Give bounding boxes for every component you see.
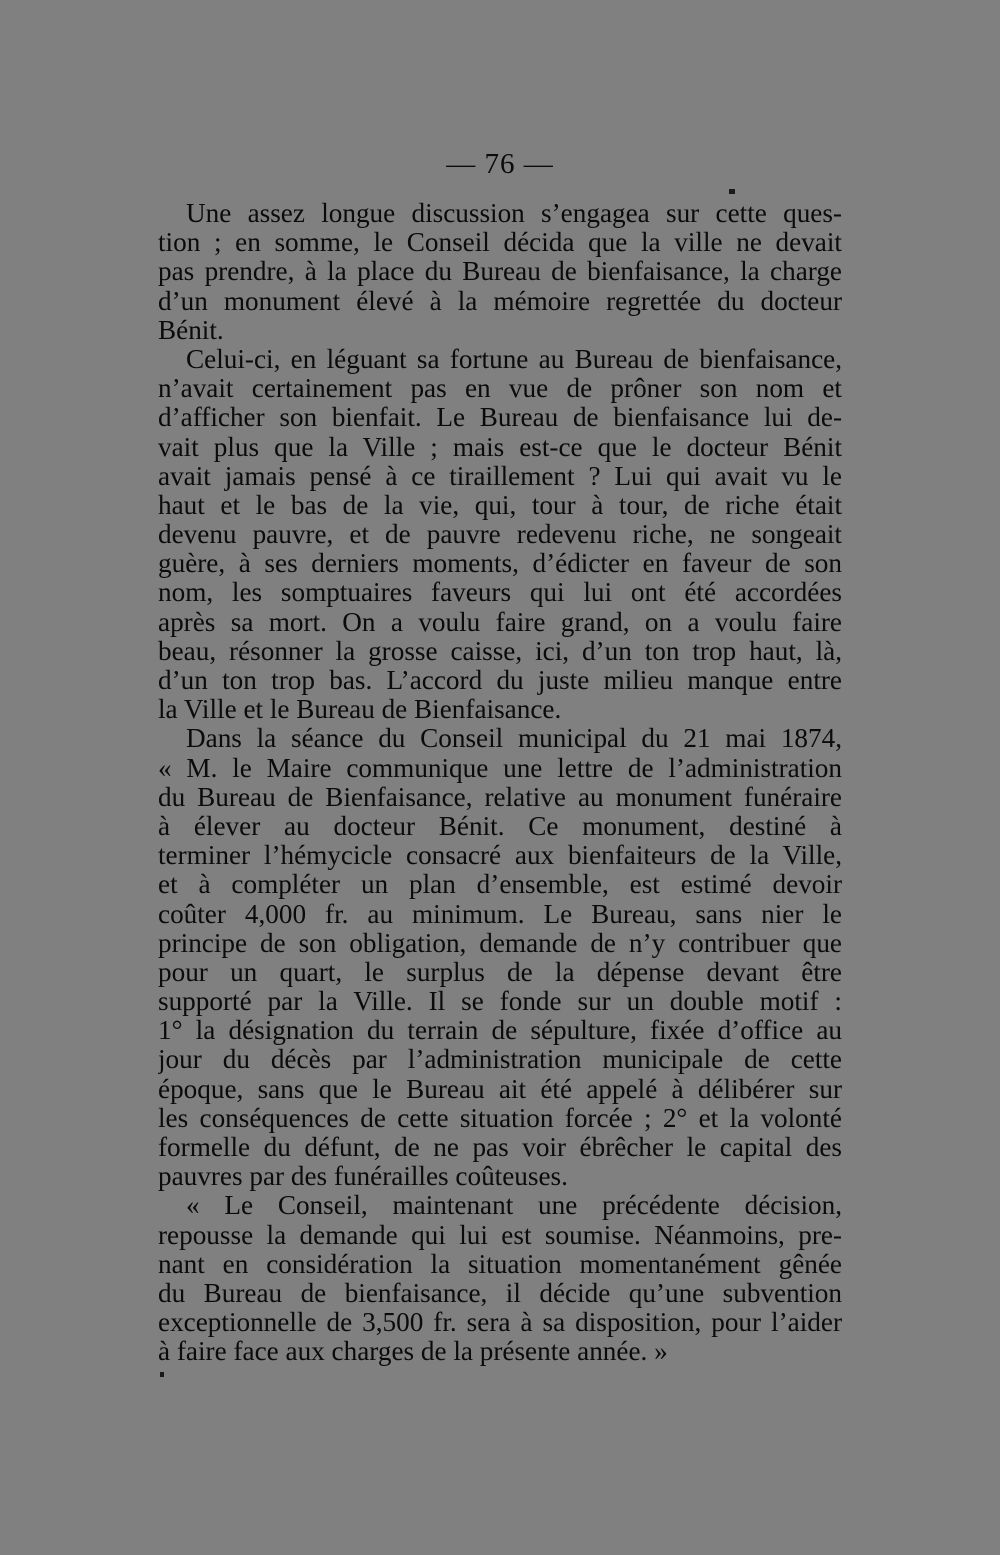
text-line: formelle du défunt, de ne pas voir ébrêcher le capital des [158, 1133, 842, 1162]
text-line: haut et le bas de la vie, qui, tour à tour, de riche était [158, 490, 842, 520]
text-line: « Le Conseil, maintenant une précédente décision, [186, 1191, 842, 1221]
text-line: à élever au docteur Bénit. Ce monument, destiné à [158, 811, 842, 841]
body-text [158, 199, 842, 1367]
text-line: 1° la désignation du terrain de sépulture, fixée d’office au [158, 1016, 842, 1046]
text-line: et à compléter un plan d’ensemble, est estimé devoir [158, 870, 842, 900]
text-line: pas prendre, à la place du Bureau de bienfaisance, la charge [158, 257, 842, 287]
text-line: Celui-ci, en léguant sa fortune au Bureau de bienfaisance, [186, 344, 842, 374]
text-line: Dans la séance du Conseil municipal du 21 mai 1874, [186, 724, 842, 754]
text-line: jour du décès par l’administration municipale de cette [158, 1045, 842, 1075]
text-line: tion ; en somme, le Conseil décida que la ville ne devait [158, 228, 842, 258]
text-line: guère, à ses derniers moments, d’édicter en faveur de son [158, 549, 842, 579]
text-line: les conséquences de cette situation forcée ; 2° et la volonté [158, 1103, 842, 1133]
text-line: d’un ton trop bas. L’accord du juste milieu manque entre [158, 666, 842, 695]
text-line: repousse la demande qui lui est soumise. Néanmoins, pre- [158, 1220, 842, 1250]
text-line: nom, les somptuaires faveurs qui lui ont été accordées [158, 578, 842, 608]
text-line: du Bureau de Bienfaisance, relative au monument funéraire [158, 782, 842, 812]
text-line: Une assez longue discussion s’engagea sur cette ques- [186, 199, 842, 228]
text-line: exceptionnelle de 3,500 fr. sera à sa disposition, pour l’aider [158, 1308, 842, 1338]
text-line: après sa mort. On a voulu faire grand, on a voulu faire [158, 607, 842, 637]
text-line: beau, résonner la grosse caisse, ici, d’un ton trop haut, là, [158, 636, 842, 666]
text-line: nant en considération la situation momentanément gênée [158, 1249, 842, 1279]
text-line: la Ville et le Bureau de Bienfaisance. [158, 695, 562, 725]
scan-speck [729, 189, 735, 194]
text-line: Bénit. [158, 315, 224, 345]
text-line: n’avait certainement pas en vue de prôner son nom et [158, 374, 842, 404]
text-line: vait plus que la Ville ; mais est-ce que le docteur Bénit [158, 432, 842, 462]
text-line: pour un quart, le surplus de la dépense devant être [158, 957, 842, 987]
text-line: du Bureau de bienfaisance, il décide qu’une subvention [158, 1278, 842, 1308]
text-line: à faire face aux charges de la présente année. » [158, 1337, 668, 1367]
text-line: pauvres par des funérailles coûteuses. [158, 1162, 568, 1192]
text-line: principe de son obligation, demande de n’y contribuer que [158, 928, 842, 958]
text-line: d’un monument élevé à la mémoire regrettée du docteur [158, 286, 842, 316]
text-line: terminer l’hémycicle consacré aux bienfaiteurs de la Ville, [158, 841, 842, 871]
text-line: d’afficher son bienfait. Le Bureau de bienfaisance lui de- [158, 403, 842, 433]
text-line: « M. le Maire communique une lettre de l’administration [158, 753, 842, 783]
text-line: devenu pauvre, et de pauvre redevenu riche, ne songeait [158, 520, 842, 550]
text-line: coûter 4,000 fr. au minimum. Le Bureau, sans nier le [158, 899, 842, 929]
scan-speck [160, 1372, 164, 1377]
page-number: — 76 — [446, 148, 554, 180]
text-line: avait jamais pensé à ce tiraillement ? Lui qui avait vu le [158, 461, 842, 491]
text-line: époque, sans que le Bureau ait été appelé à délibérer sur [158, 1074, 842, 1104]
text-line: supporté par la Ville. Il se fonde sur un double motif : [158, 987, 842, 1017]
